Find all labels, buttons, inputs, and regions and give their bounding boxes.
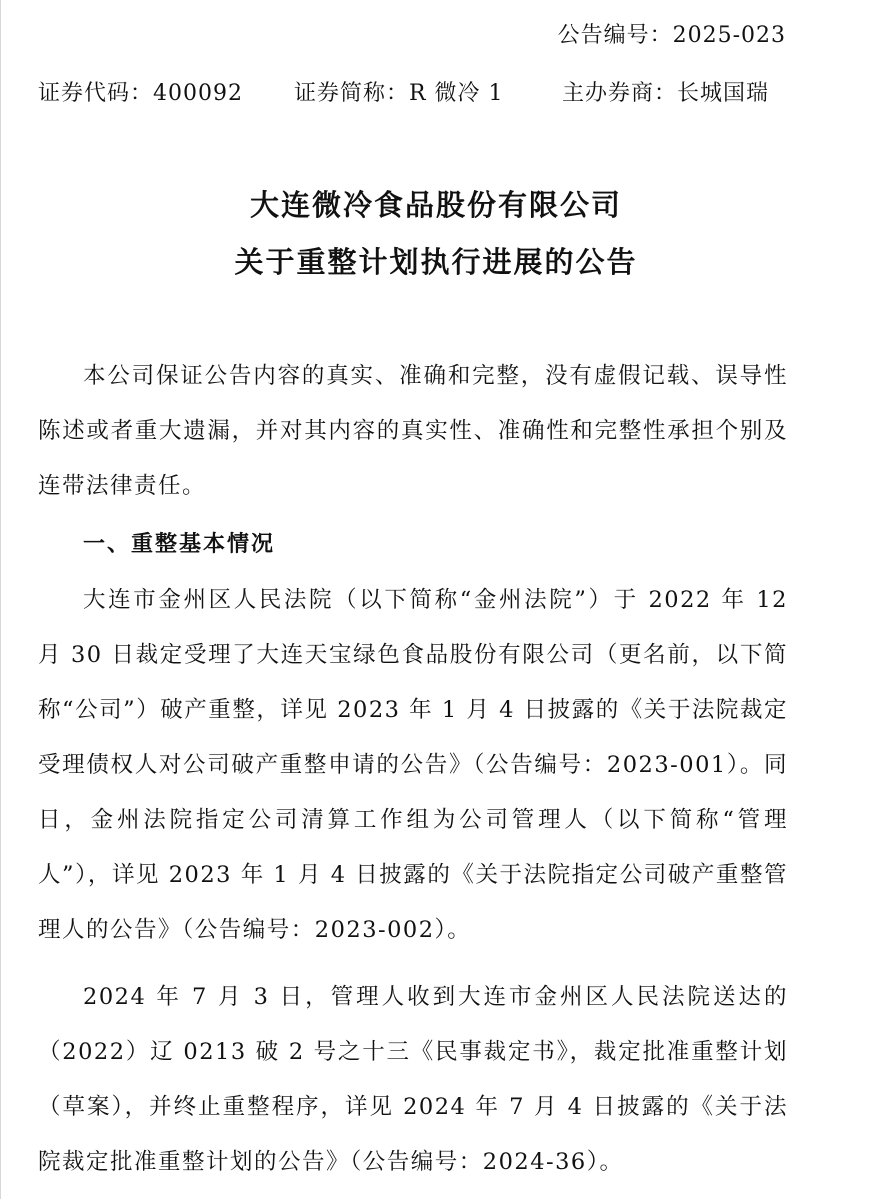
announcement-number: 公告编号：2025-023 (557, 23, 786, 48)
page-edge-line (0, 0, 1, 1199)
security-code: 证券代码：400092 (38, 81, 243, 106)
document-title-company: 大连微冷食品股份有限公司 (249, 188, 622, 222)
body-paragraph: 2024 年 7 月 3 日，管理人收到大连市金州区人民法院送达的（2022）辽 0213 破 2 号之十三《民事裁定书》，裁定批准重整计划（草案），并终止重整程序，详见 2024 年 7 月 4 日披露的《关于法院裁定批准重整计划的公告》（公告编号：2024-36）。 (38, 984, 788, 1175)
body-paragraph: 大连市金州区人民法院（以下简称“金州法院”）于 2022 年 12 月 30 日裁定受理了大连天宝绿色食品股份有限公司（更名前，以下简称“公司”）破产重整，详见 2023 年 1 月 4 日披露的《关于法院裁定受理债权人对公司破产重整申请的公告》（公告编号：2023-001）。同日，金州法院指定公司清算工作组为公司管理人（以下简称“管理人”），详见 2023 年 1 月 4 日披露的《关于法院指定公司破产重整管理人的公告》（公告编号：2023-002）。 (38, 587, 788, 943)
lead-broker: 主办券商：长城国瑞 (562, 81, 770, 106)
section-heading: 一、重整基本情况 (83, 532, 276, 557)
disclaimer-paragraph: 本公司保证公告内容的真实、准确和完整，没有虚假记载、误导性陈述或者重大遗漏，并对其内容的真实性、准确性和完整性承担个别及连带法律责任。 (38, 363, 788, 499)
security-abbreviation: 证券简称：R 微冷 1 (294, 81, 504, 106)
document-title-subject: 关于重整计划执行进展的公告 (234, 245, 638, 279)
